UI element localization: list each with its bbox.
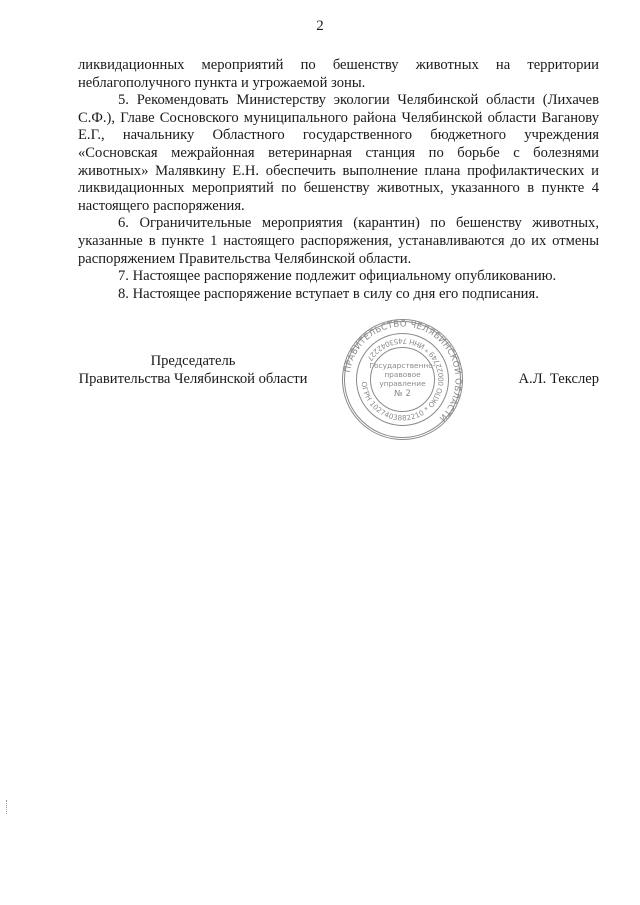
paragraph: 6. Ограничительные мероприятия (карантин) по бешенству животных, указанные в пункте 1 настоящего распоряжения, устанавливаются до их отмены распоряжением Правительства Челябинской области.	[78, 215, 599, 267]
seal-center-line1: Государственно-	[369, 361, 436, 370]
paragraph: ликвидационных мероприятий по бешенству животных на территории неблагополучного пункта и угрожаемой зоны.	[78, 57, 599, 91]
signatory-name: А.Л. Текслер	[518, 371, 599, 387]
paragraph: 7. Настоящее распоряжение подлежит официальному опубликованию.	[118, 268, 557, 285]
official-seal	[340, 317, 465, 442]
margin-scan-mark	[6, 800, 8, 814]
signatory-position-line2: Правительства Челябинской области	[78, 370, 308, 387]
signatory-position-line1: Председатель	[150, 353, 236, 369]
seal-outer-text: ПРАВИТЕЛЬСТВО ЧЕЛЯБИНСКОЙ ОБЛАСТИ	[342, 319, 463, 424]
seal-center-line2: правовое	[384, 370, 421, 379]
paragraph: 5. Рекомендовать Министерству экологии Челябинской области (Лихачев С.Ф.), Главе Сосновского муниципального района Челябинской области Ваганову Е.Г., начальнику Областного государственного бюджетного учреждения «Сосновская межрайонная ветеринарная станция по борьбе с болезнями животных» Малявкину Е.Н. обеспечить выполнение плана профилактических и ликвидационных мероприятий по бешенству животных, указанного в пункте 4 настоящего распоряжения.	[78, 92, 599, 214]
seal-center-line3: управление	[379, 379, 426, 388]
seal-inner-text: ОГРН 1027403882210 * ОКПО 00022749 * ИНН 7453042227	[359, 336, 446, 423]
signatory-position	[78, 353, 308, 388]
paragraph: 8. Настоящее распоряжение вступает в силу со дня его подписания.	[118, 285, 539, 302]
seal-center-line4: № 2	[394, 388, 411, 398]
page-number: 2	[316, 18, 324, 34]
document-body	[78, 57, 599, 303]
